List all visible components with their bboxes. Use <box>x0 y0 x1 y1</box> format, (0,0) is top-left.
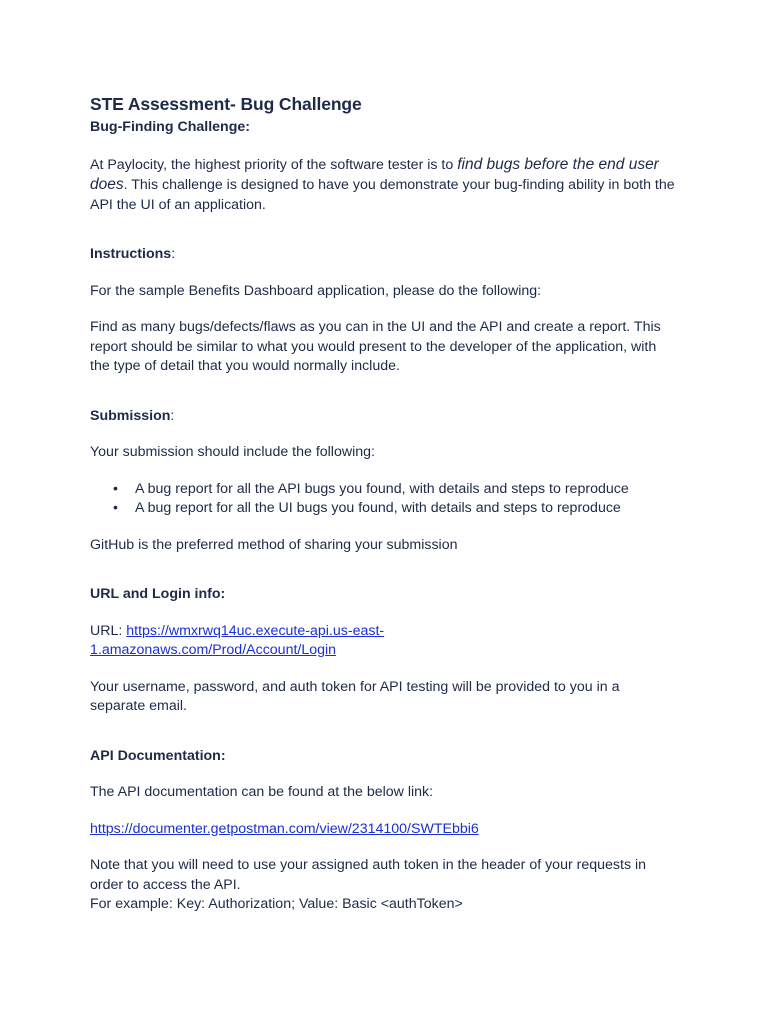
instructions-heading: Instructions <box>90 246 172 262</box>
submission-line-2: GitHub is the preferred method of sharing your submission <box>90 536 458 553</box>
submission-line-1: Your submission should include the following: <box>90 444 375 460</box>
login-url-label: URL: <box>90 622 127 639</box>
submission-heading: Submission <box>90 407 171 424</box>
instructions-colon: : <box>171 246 176 262</box>
api-docs-note: Note that you will need to use your assigned auth token in the header of your requests in order to access the API. <box>90 857 647 893</box>
api-docs-line-1: The API documentation can be found at the below link: <box>90 784 434 800</box>
login-url-link[interactable] <box>90 623 384 659</box>
bullet-text: A bug report for all the UI bugs you found, with details and steps to reproduce <box>135 500 621 516</box>
list-item <box>113 499 678 519</box>
intro-paragraph <box>90 155 678 216</box>
submission-bullet-list <box>90 480 678 519</box>
api-docs-link[interactable]: https://documenter.getpostman.com/view/2314100/SWTEbbi6 <box>90 820 479 837</box>
api-docs-example: For example: Key: Authorization; Value: Basic <authToken> <box>90 896 463 912</box>
document-title: STE Assessment- Bug Challenge <box>90 94 362 114</box>
instructions-heading-line <box>90 245 678 265</box>
instructions-line-1: For the sample Benefits Dashboard application, please do the following: <box>90 282 542 299</box>
login-note: Your username, password, and auth token for API testing will be provided to you in a separate email. <box>90 678 620 714</box>
intro-text-2: . This challenge is designed to have you demonstrate your bug-finding ability in both the API the UI of an application. <box>90 177 675 213</box>
list-item <box>113 480 678 500</box>
login-url-line-1: https://wmxrwq14uc.execute-api.us-east- <box>126 622 385 639</box>
api-docs-link-paragraph <box>90 820 678 840</box>
submission-colon: : <box>170 407 175 424</box>
intro-emphasis: find bugs before the end user does <box>90 155 659 193</box>
bullet-text: A bug report for all the API bugs you found, with details and steps to reproduce <box>135 480 629 497</box>
intro-text-1: At Paylocity, the highest priority of the software tester is to <box>90 156 458 173</box>
bullet-dot: • <box>113 500 118 516</box>
document-subtitle: Bug-Finding Challenge: <box>90 119 250 135</box>
bullet-dot: • <box>113 480 118 497</box>
login-heading: URL and Login info: <box>90 586 226 602</box>
instructions-line-2: Find as many bugs/defects/flaws as you can in the UI and the API and create a report. This report should be similar to what you would present to the developer of the application, with the type of detail that you would normally include. <box>90 319 661 374</box>
login-url-line-2: 1.amazonaws.com/Prod/Account/Login <box>90 642 337 658</box>
submission-heading-line <box>90 407 678 427</box>
login-url-paragraph <box>90 622 678 661</box>
api-docs-heading: API Documentation: <box>90 747 226 764</box>
